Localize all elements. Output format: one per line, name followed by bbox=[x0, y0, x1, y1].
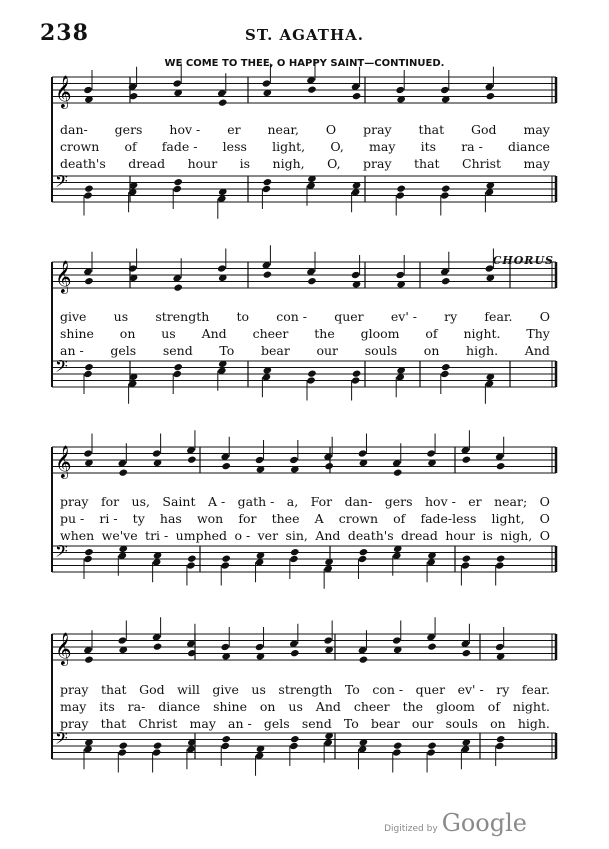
lyric-syllable: sin, bbox=[285, 528, 308, 543]
lyric-syllable: of bbox=[425, 326, 438, 341]
lyric-syllable: O bbox=[539, 309, 550, 324]
lyric-syllable: us bbox=[113, 309, 129, 324]
lyric-syllable: ev' - bbox=[390, 309, 417, 324]
notehead bbox=[427, 741, 437, 749]
notehead bbox=[462, 554, 472, 562]
lyric-syllable: its bbox=[99, 699, 115, 714]
lyric-syllable: cheer bbox=[353, 699, 390, 714]
lyric-syllable: ra - bbox=[461, 139, 483, 154]
treble-clef-icon: 𝄞 bbox=[55, 445, 72, 478]
notehead bbox=[83, 191, 93, 199]
lyric-syllable: crown bbox=[338, 511, 379, 526]
notehead bbox=[83, 555, 93, 563]
notehead bbox=[495, 643, 505, 651]
notehead bbox=[351, 376, 361, 384]
lyric-syllable: us bbox=[251, 682, 266, 697]
lyric-syllable: diance bbox=[158, 699, 201, 714]
notehead bbox=[289, 742, 299, 750]
lyric-syllable: And bbox=[524, 343, 550, 358]
lyric-syllable: us bbox=[288, 699, 303, 714]
lyric-syllable: strength bbox=[155, 309, 210, 324]
notehead bbox=[153, 642, 163, 650]
notehead bbox=[393, 468, 403, 476]
notehead bbox=[324, 462, 334, 470]
lyric-syllable: dread bbox=[401, 528, 438, 543]
notehead bbox=[496, 554, 506, 562]
lyric-syllable: for bbox=[238, 511, 257, 526]
lyric-syllable: on bbox=[423, 343, 440, 358]
lyric-line bbox=[60, 156, 550, 172]
notehead bbox=[427, 642, 437, 650]
notehead bbox=[187, 554, 197, 562]
lyric-syllable: pray bbox=[60, 494, 89, 509]
lyric-syllable: thee bbox=[271, 511, 300, 526]
notehead bbox=[495, 742, 505, 750]
lyric-syllable: souls bbox=[445, 716, 478, 731]
notehead bbox=[426, 748, 436, 756]
notehead bbox=[83, 86, 93, 94]
lyric-syllable: Christ bbox=[138, 716, 178, 731]
notehead bbox=[173, 178, 183, 186]
lyric-syllable: on bbox=[490, 716, 506, 731]
lyric-syllable: gers bbox=[114, 122, 143, 137]
hymn-title: ST. AGATHA. bbox=[245, 26, 364, 44]
notehead bbox=[290, 735, 300, 743]
lyric-syllable: bear bbox=[370, 716, 400, 731]
notehead bbox=[152, 748, 162, 756]
lyric-syllable: high. bbox=[517, 716, 550, 731]
notehead bbox=[118, 748, 128, 756]
barlines bbox=[52, 77, 556, 759]
lyric-syllable: shine bbox=[60, 326, 94, 341]
lyric-syllable: give bbox=[60, 309, 87, 324]
lyric-syllable: of bbox=[393, 511, 406, 526]
lyric-syllable: quer bbox=[334, 309, 364, 324]
notehead bbox=[220, 742, 230, 750]
lyric-syllable: er bbox=[227, 122, 241, 137]
watermark-prefix: Digitized by bbox=[384, 824, 438, 834]
notehead bbox=[84, 184, 94, 192]
notehead bbox=[441, 363, 451, 371]
notehead bbox=[393, 741, 403, 749]
lyric-syllable: that bbox=[414, 156, 440, 171]
lyric-syllable: near, bbox=[267, 122, 299, 137]
lyric-syllable: ev' - bbox=[457, 682, 484, 697]
lyric-syllable: won bbox=[196, 511, 224, 526]
lyric-syllable: A bbox=[314, 511, 324, 526]
lyric-syllable: hov - bbox=[425, 494, 456, 509]
lyric-syllable: is bbox=[239, 156, 251, 171]
watermark-brand: Google bbox=[441, 809, 527, 837]
lyric-syllable: of bbox=[124, 139, 137, 154]
notehead bbox=[426, 449, 436, 457]
lyric-line bbox=[60, 122, 550, 138]
lyric-syllable: may bbox=[369, 139, 396, 154]
lyric-syllable: fear. bbox=[484, 309, 513, 324]
lyric-line bbox=[60, 309, 550, 325]
notehead bbox=[359, 655, 369, 663]
notehead bbox=[83, 449, 93, 457]
notehead bbox=[495, 561, 505, 569]
notehead bbox=[395, 86, 405, 94]
lyric-syllable: dan- bbox=[60, 122, 88, 137]
lyric-syllable: night. bbox=[463, 326, 501, 341]
bass-clef-icon: 𝄢 bbox=[55, 356, 68, 380]
notehead bbox=[263, 178, 273, 186]
lyric-syllable: quer bbox=[415, 682, 446, 697]
lyric-syllable: dread bbox=[128, 156, 166, 171]
notehead bbox=[221, 735, 231, 743]
lyric-syllable: O, bbox=[327, 156, 341, 171]
lyric-syllable: death's bbox=[60, 156, 106, 171]
notehead bbox=[118, 468, 128, 476]
lyric-syllable: less bbox=[222, 139, 247, 154]
treble-clef-icon: 𝄞 bbox=[55, 632, 72, 665]
notehead bbox=[440, 191, 450, 199]
notehead bbox=[262, 185, 272, 193]
chorus-label: CHORUS bbox=[492, 254, 554, 267]
notehead bbox=[462, 649, 472, 657]
notehead bbox=[255, 456, 265, 464]
lyric-syllable: Saint bbox=[162, 494, 196, 509]
treble-clef-icon: 𝄞 bbox=[55, 260, 72, 293]
lyric-syllable: gloom bbox=[435, 699, 475, 714]
notehead bbox=[289, 555, 299, 563]
lyric-syllable: a, bbox=[286, 494, 299, 509]
notehead bbox=[172, 79, 182, 87]
notehead bbox=[84, 548, 94, 556]
lyric-syllable: an - bbox=[228, 716, 252, 731]
lyric-syllable: cheer bbox=[252, 326, 289, 341]
lyric-syllable: gloom bbox=[360, 326, 400, 341]
notehead bbox=[392, 636, 402, 644]
lyric-syllable: that bbox=[100, 716, 127, 731]
notehead bbox=[218, 98, 228, 106]
notehead bbox=[496, 462, 506, 470]
bass-clef-icon: 𝄢 bbox=[55, 728, 68, 752]
hymn-subtitle: WE COME TO THEE, O HAPPY SAINT—CONTINUED. bbox=[164, 58, 445, 69]
lyric-syllable: souls bbox=[364, 343, 398, 358]
notehead bbox=[153, 741, 163, 749]
lyric-syllable: And bbox=[201, 326, 227, 341]
lyric-syllable: the bbox=[402, 699, 424, 714]
lyric-syllable: O bbox=[325, 122, 337, 137]
notehead bbox=[307, 85, 317, 93]
lyric-syllable: pray bbox=[363, 122, 392, 137]
notehead bbox=[307, 369, 317, 377]
lyric-syllable: pray bbox=[60, 716, 89, 731]
notehead bbox=[289, 456, 299, 464]
lyric-syllable: give bbox=[212, 682, 239, 697]
lyric-syllable: gers bbox=[384, 494, 413, 509]
notehead bbox=[358, 555, 368, 563]
notehead bbox=[187, 455, 197, 463]
lyric-line bbox=[60, 343, 550, 359]
notehead bbox=[306, 376, 316, 384]
lyric-syllable: near; bbox=[494, 494, 528, 509]
lyric-syllable: has bbox=[159, 511, 182, 526]
lyric-syllable: fade-less bbox=[420, 511, 477, 526]
lyric-syllable: O bbox=[539, 511, 550, 526]
lyric-syllable: is bbox=[482, 528, 493, 543]
lyric-line bbox=[60, 139, 550, 155]
lyric-line bbox=[60, 494, 550, 510]
lyric-syllable: shine bbox=[213, 699, 247, 714]
lyric-syllable: bear bbox=[260, 343, 290, 358]
lyric-syllable: light, bbox=[272, 139, 306, 154]
lyric-syllable: To bbox=[344, 682, 360, 697]
lyric-line bbox=[60, 716, 550, 732]
page-number: 238 bbox=[40, 20, 89, 46]
lyric-syllable: fear. bbox=[521, 682, 550, 697]
notehead bbox=[440, 86, 450, 94]
lyric-syllable: strength bbox=[278, 682, 333, 697]
notehead bbox=[461, 561, 471, 569]
lyric-syllable: ra- bbox=[127, 699, 146, 714]
lyric-syllable: that bbox=[101, 682, 127, 697]
notehead bbox=[118, 741, 128, 749]
lyric-syllable: God bbox=[471, 122, 497, 137]
notehead bbox=[351, 271, 361, 279]
treble-clef-icon: 𝄞 bbox=[55, 75, 72, 108]
lyric-line bbox=[60, 511, 550, 527]
lyric-syllable: high. bbox=[466, 343, 499, 358]
lyric-syllable: A - bbox=[207, 494, 226, 509]
notehead bbox=[255, 643, 265, 651]
notehead bbox=[263, 270, 273, 278]
lyric-syllable: O, bbox=[330, 139, 344, 154]
lyric-syllable: the bbox=[314, 326, 335, 341]
lyric-syllable: hour bbox=[445, 528, 475, 543]
notehead bbox=[220, 643, 230, 651]
lyric-syllable: O bbox=[539, 528, 550, 543]
lyric-syllable: To bbox=[343, 716, 359, 731]
lyric-syllable: gels bbox=[263, 716, 290, 731]
lyric-syllable: gels bbox=[110, 343, 137, 358]
lyric-syllable: nigh, bbox=[500, 528, 533, 543]
lyric-syllable: To bbox=[219, 343, 235, 358]
lyric-syllable: us, bbox=[131, 494, 150, 509]
lyric-syllable: ry bbox=[444, 309, 458, 324]
lyric-syllable: gath - bbox=[237, 494, 275, 509]
notehead bbox=[323, 636, 333, 644]
lyric-syllable: Christ bbox=[462, 156, 502, 171]
notehead bbox=[441, 184, 451, 192]
lyric-syllable: dan- bbox=[344, 494, 373, 509]
notehead bbox=[118, 636, 128, 644]
notehead bbox=[358, 449, 368, 457]
lyric-syllable: pray bbox=[60, 682, 89, 697]
notehead bbox=[186, 561, 196, 569]
notehead bbox=[395, 191, 405, 199]
lyric-line bbox=[60, 528, 550, 544]
lyric-syllable: tri - bbox=[145, 528, 169, 543]
lyric-syllable: pu - bbox=[60, 511, 85, 526]
lyric-syllable: umphed bbox=[175, 528, 228, 543]
lyric-syllable: God bbox=[139, 682, 165, 697]
lyric-syllable: its bbox=[420, 139, 437, 154]
notehead bbox=[352, 92, 362, 100]
lyric-syllable: pray bbox=[363, 156, 392, 171]
notehead bbox=[221, 554, 231, 562]
google-watermark bbox=[384, 809, 527, 837]
lyric-syllable: o - bbox=[234, 528, 251, 543]
lyric-syllable: to bbox=[236, 309, 250, 324]
notehead bbox=[352, 369, 362, 377]
notehead bbox=[307, 277, 317, 285]
notehead bbox=[486, 92, 496, 100]
notehead bbox=[152, 449, 162, 457]
lyric-syllable: light, bbox=[491, 511, 525, 526]
lyric-syllable: will bbox=[177, 682, 200, 697]
notehead bbox=[217, 264, 227, 272]
bass-clef-icon: 𝄢 bbox=[55, 541, 68, 565]
notehead bbox=[392, 748, 402, 756]
notehead bbox=[496, 735, 506, 743]
lyric-syllable: when bbox=[60, 528, 95, 543]
lyric-syllable: Thy bbox=[526, 326, 550, 341]
notehead bbox=[262, 79, 272, 87]
lyric-syllable: ty bbox=[132, 511, 145, 526]
lyric-syllable: may bbox=[523, 122, 550, 137]
notehead bbox=[84, 277, 94, 285]
bass-clef-icon: 𝄢 bbox=[55, 171, 68, 195]
notehead bbox=[172, 370, 182, 378]
lyric-syllable: ry bbox=[496, 682, 510, 697]
lyric-syllable: on bbox=[259, 699, 276, 714]
lyric-syllable: of bbox=[487, 699, 500, 714]
lyric-syllable: ver bbox=[257, 528, 279, 543]
notehead bbox=[173, 363, 183, 371]
lyric-syllable: con - bbox=[372, 682, 404, 697]
lyric-line bbox=[60, 699, 550, 715]
lyric-syllable: that bbox=[418, 122, 445, 137]
notehead bbox=[172, 185, 182, 193]
lyric-syllable: may bbox=[189, 716, 216, 731]
notehead bbox=[441, 277, 451, 285]
notehead bbox=[462, 455, 472, 463]
lyric-syllable: nigh, bbox=[272, 156, 305, 171]
lyric-syllable: crown bbox=[60, 139, 100, 154]
lyric-syllable: death's bbox=[347, 528, 394, 543]
lyric-syllable: we've bbox=[101, 528, 138, 543]
lyric-syllable: And bbox=[315, 699, 341, 714]
lyric-syllable: send bbox=[162, 343, 193, 358]
notehead bbox=[359, 548, 369, 556]
lyric-syllable: ri - bbox=[99, 511, 118, 526]
lyric-syllable: diance bbox=[508, 139, 550, 154]
notehead bbox=[173, 283, 183, 291]
notehead bbox=[440, 370, 450, 378]
lyric-syllable: on bbox=[119, 326, 136, 341]
notehead bbox=[485, 264, 495, 272]
lyric-syllable: our bbox=[316, 343, 339, 358]
lyric-syllable: us bbox=[161, 326, 176, 341]
lyric-syllable: may bbox=[60, 699, 87, 714]
lyric-syllable: For bbox=[310, 494, 333, 509]
notehead bbox=[128, 264, 138, 272]
lyric-syllable: And bbox=[315, 528, 341, 543]
notehead bbox=[83, 370, 93, 378]
notehead bbox=[395, 271, 405, 279]
lyric-syllable: con - bbox=[276, 309, 308, 324]
lyric-line bbox=[60, 326, 550, 342]
lyric-line bbox=[60, 682, 550, 698]
lyric-syllable: fade - bbox=[161, 139, 198, 154]
lyric-syllable: send bbox=[301, 716, 332, 731]
lyric-syllable: hov - bbox=[169, 122, 201, 137]
notehead bbox=[396, 184, 406, 192]
notehead bbox=[221, 462, 231, 470]
lyric-syllable: an - bbox=[60, 343, 84, 358]
notehead bbox=[290, 649, 300, 657]
lyric-syllable: er bbox=[468, 494, 482, 509]
lyric-syllable: for bbox=[100, 494, 120, 509]
notehead bbox=[290, 548, 300, 556]
lyric-syllable: our bbox=[411, 716, 434, 731]
lyric-syllable: hour bbox=[187, 156, 218, 171]
lyric-syllable: may bbox=[523, 156, 550, 171]
notehead bbox=[84, 363, 94, 371]
lyric-syllable: night. bbox=[512, 699, 550, 714]
notehead bbox=[84, 655, 94, 663]
notehead bbox=[220, 561, 230, 569]
lyric-syllable: O bbox=[539, 494, 550, 509]
